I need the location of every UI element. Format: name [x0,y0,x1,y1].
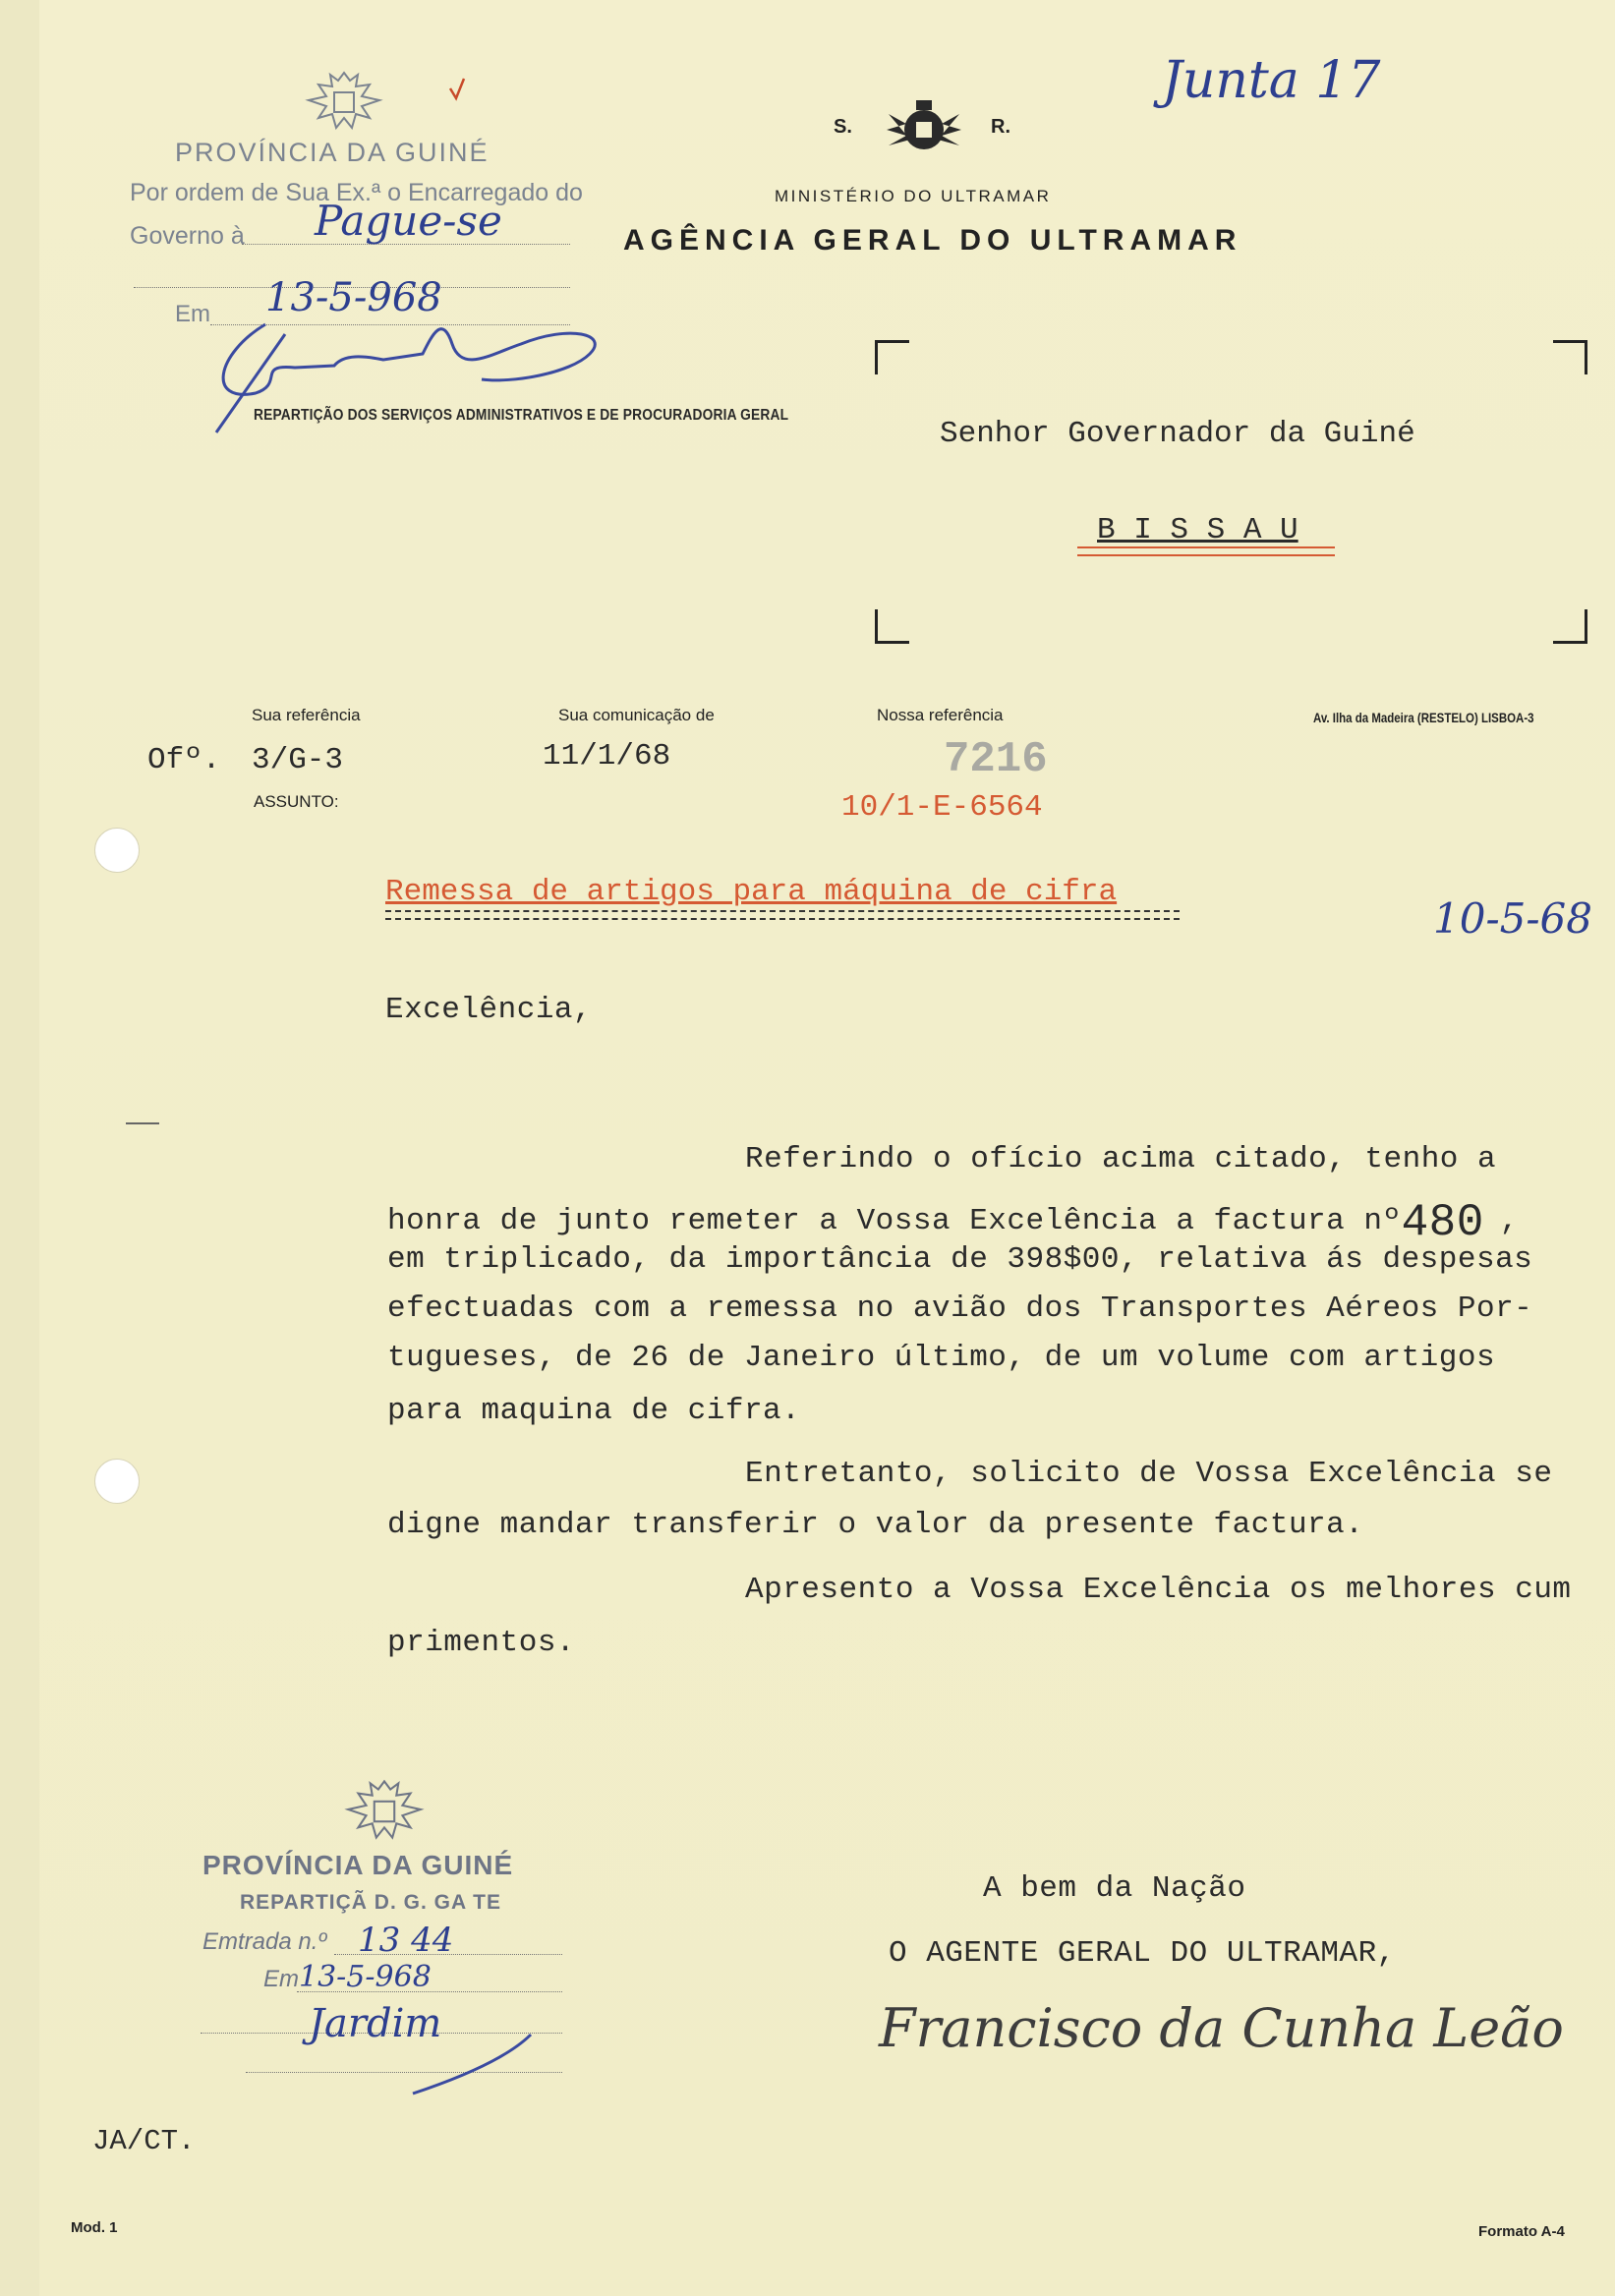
nossa-referencia-value: 10/1-E-6564 [841,790,1043,825]
footer-model: Mod. 1 [71,2219,118,2236]
coat-of-arms-bottom-icon [340,1775,429,1846]
assunto-label: ASSUNTO: [254,792,339,811]
oficio-label: Ofº. [147,743,221,777]
coat-of-arms-icon [301,67,387,136]
handwritten-date-right: 10-5-68 [1433,894,1592,943]
letterhead-agency: AGÊNCIA GERAL DO ULTRAMAR [623,224,1242,257]
stamp-bottom-em-label: Em [263,1966,299,1992]
salutation: Excelência, [385,993,593,1027]
sua-referencia-value: 3/G-3 [252,743,344,777]
closing-line2: O AGENTE GERAL DO ULTRAMAR, [889,1936,1396,1971]
body-p1-line2-text: honra de junto remeter a Vossa Excelência a factura nº [387,1204,1402,1238]
stamp-bottom-department: REPARTIÇÃ D. G. GA TE [240,1891,502,1914]
body-p3-line1: Apresento a Vossa Excelência os melhores cum [745,1573,1572,1607]
body-p1-line2-comma: , [1499,1204,1520,1238]
address-corner-tl [875,340,909,374]
punch-hole-lower [94,1459,140,1504]
addressee-line: Senhor Governador da Guiné [940,417,1415,451]
body-p1-line1: Referindo o ofício acima citado, tenho a [745,1142,1497,1177]
nossa-referencia-label: Nossa referência [877,706,1004,724]
body-p1-line6: para maquina de cifra. [387,1394,801,1428]
handwritten-top-right: Junta 17 [1162,51,1381,110]
national-arms-icon [877,94,971,165]
stamp-order-line: Por ordem de Sua Ex.ª o Encarregado do [130,179,583,206]
letterhead-r: R. [991,116,1010,138]
stamp-bottom-em-handwritten: 13-5-968 [299,1960,432,1994]
nossa-numero-stamp: 7216 [944,735,1048,784]
stamp-bottom-entrada-handwritten: 13 44 [358,1921,454,1960]
agency-address: Av. Ilha da Madeira (RESTELO) LISBOA-3 [1313,710,1534,725]
address-corner-br [1553,609,1587,644]
stamp-em-label: Em [175,301,210,327]
punch-hole-upper [94,828,140,873]
initials: JA/CT. [92,2125,196,2157]
sua-referencia-label: Sua referência [252,706,361,724]
body-p2-line2: digne mandar transferir o valor da presente factura. [387,1508,1364,1542]
body-p1-line5: tugueses, de 26 de Janeiro último, de um volume com artigos [387,1341,1496,1375]
stamp-em-date-handwritten: 13-5-968 [265,275,442,320]
stamp-bottom-signature: Jardim [309,2001,442,2046]
invoice-number: 480 [1401,1197,1484,1248]
address-corner-tr [1553,340,1587,374]
body-p1-line2 [387,1191,1520,1248]
stamp-bottom-entrada-label: Emtrada n.º [202,1928,327,1955]
body-p1-line3: em triplicado, da importância de 398$00, relativa ás despesas [387,1242,1533,1277]
margin-mark [126,1122,159,1124]
subject-line: Remessa de artigos para máquina de cifra [385,875,1118,909]
city-underline [1077,546,1335,556]
stamp-bottom-flourish [393,2025,541,2103]
stamp-governo-handwritten: Pague-se [315,197,502,245]
letterhead-ministry: MINISTÉRIO DO ULTRAMAR [775,187,1052,205]
sua-comunicacao-label: Sua comunicação de [558,706,715,724]
addressee-city: B I S S A U [1097,513,1298,547]
stamp-province: PROVÍNCIA DA GUINÉ [175,138,490,167]
body-p1-line4: efectuadas com a remessa no avião dos Transportes Aéreos Por- [387,1292,1533,1326]
closing-signature: Francisco da Cunha Leão [879,1997,1564,2059]
body-p3-line2: primentos. [387,1626,576,1660]
address-corner-bl [875,609,909,644]
body-p2-line1: Entretanto, solicito de Vossa Excelência se [745,1457,1553,1491]
stamp-bottom-province: PROVÍNCIA DA GUINÉ [202,1850,514,1880]
letterhead-s: S. [834,116,852,138]
footer-format: Formato A-4 [1478,2223,1565,2240]
stamp-governo-label: Governo à [130,222,245,250]
closing-line1: A bem da Nação [983,1871,1246,1906]
check-mark-icon [446,75,470,104]
sua-comunicacao-value: 11/1/68 [543,739,671,774]
stamp-department: REPARTIÇÃO DOS SERVIÇOS ADMINISTRATIVOS E DE PROCURADORIA GERAL [254,407,789,424]
subject-underline [385,910,1180,920]
